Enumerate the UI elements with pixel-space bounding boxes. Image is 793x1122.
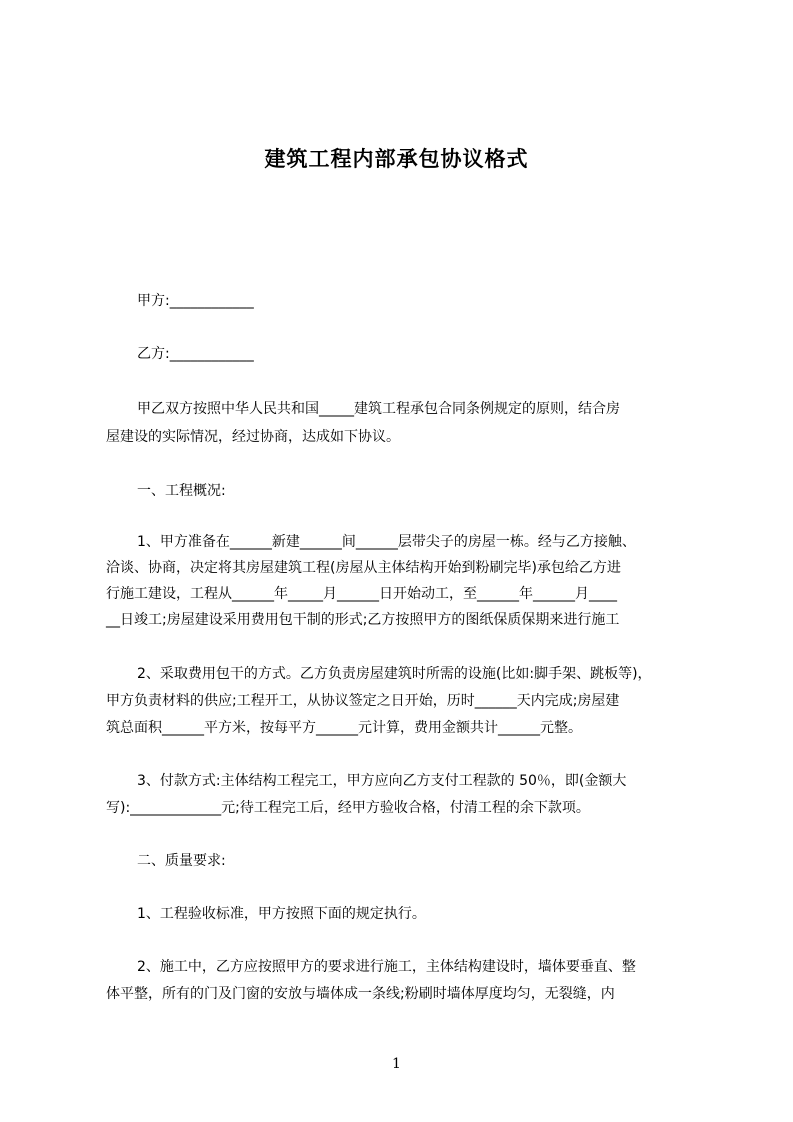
clause1-1-line-3: 行施工建设，工程从______年_____月______日开始动工，至______年______月____ (106, 586, 617, 602)
intro-line-1: 甲乙双方按照中华人民共和国_____建筑工程承包合同条例规定的原则，结合房 (137, 401, 620, 417)
clause1-2-line-2: 甲方负责材料的供应;工程开工，从协议签定之日开始，历时______天内完成;房屋建 (106, 693, 620, 709)
document-title: 建筑工程内部承包协议格式 (264, 147, 529, 171)
clause1-1-line-4: __日竣工;房屋建设采用费用包干制的形式;乙方按照甲方的图纸保质保期来进行施工 (106, 612, 620, 628)
clause2-2-line-2: 体平整，所有的门及门窗的安放与墙体成一条线;粉刷时墙体厚度均匀，无裂缝，内 (106, 986, 615, 1002)
clause2-2-line-1: 2、施工中，乙方应按照甲方的要求进行施工，主体结构建设时，墙体要垂直、整 (137, 959, 636, 975)
section2-heading: 二、质量要求: (137, 853, 226, 869)
intro-line-2: 屋建设的实际情况，经过协商，达成如下协议。 (106, 429, 400, 445)
clause1-3-line-2: 写):_____________元;待工程完工后，经甲方验收合格，付清工程的余下款项。 (106, 800, 590, 816)
party-b-line: 乙方:____________ (137, 346, 254, 362)
section1-heading: 一、工程概况: (137, 483, 226, 499)
clause2-1-line: 1、工程验收标准，甲方按照下面的规定执行。 (137, 906, 426, 922)
clause1-2-line-3: 筑总面积______平方米，按每平方______元计算，费用金额共计______元整。 (106, 720, 582, 736)
party-a-line: 甲方:____________ (137, 293, 254, 309)
clause1-2-line-1: 2、采取费用包干的方式。乙方负责房屋建筑时所需的设施(比如:脚手架、跳板等)， (137, 666, 652, 682)
page-number: 1 (392, 1056, 401, 1072)
clause1-1-line-1: 1、甲方准备在______新建______间______层带尖子的房屋一栋。经与乙方接触、 (137, 534, 636, 550)
clause1-1-line-2: 洽谈、协商，决定将其房屋建筑工程(房屋从主体结构开始到粉刷完毕)承包给乙方进 (106, 560, 621, 576)
clause1-3-line-1: 3、付款方式:主体结构工程完工，甲方应向乙方支付工程款的 50％，即(金额大 (137, 773, 627, 789)
